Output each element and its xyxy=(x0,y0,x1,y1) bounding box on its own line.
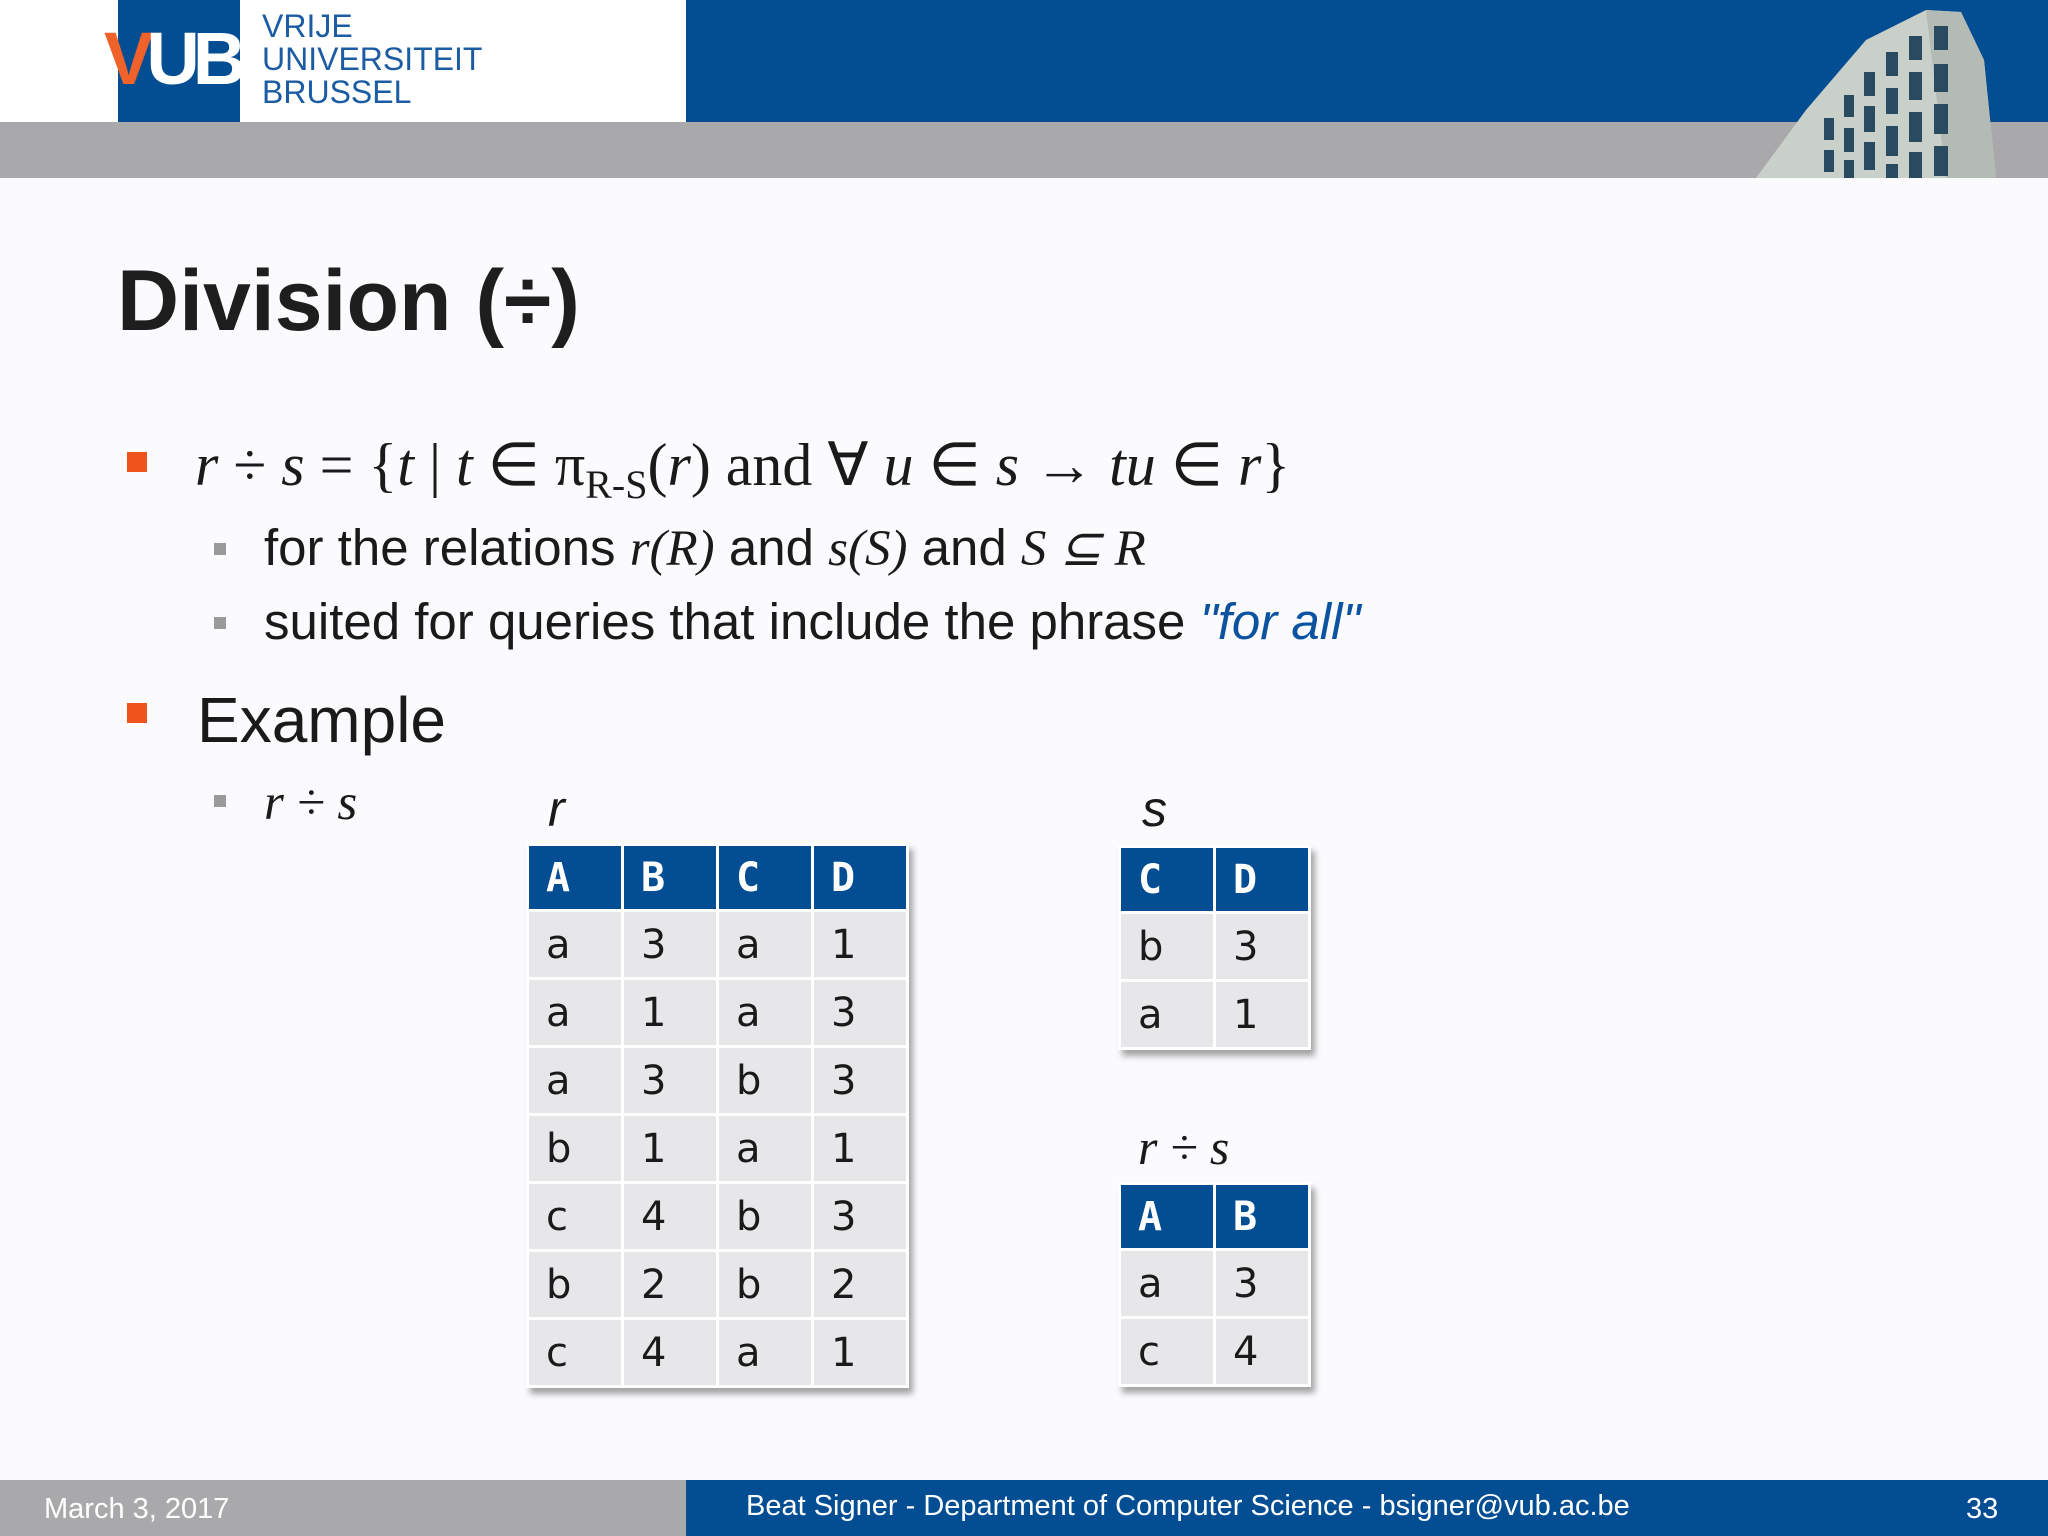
table-cell: a xyxy=(529,1048,621,1113)
table-s xyxy=(1118,845,1311,1050)
table-cell: c xyxy=(1121,1319,1213,1384)
table-cell: b xyxy=(719,1184,811,1249)
university-line-3: BRUSSEL xyxy=(262,74,412,110)
table-cell: 1 xyxy=(624,980,716,1045)
table-cell: 2 xyxy=(624,1252,716,1317)
division-definition: r ÷ s = {t | t ∈ $\pi_{R-S}(r)$ and ∀ u ∈ s → tu ∈ r} xyxy=(195,432,1291,507)
table-cell: c xyxy=(529,1320,621,1385)
table-row xyxy=(1121,982,1308,1047)
result-table xyxy=(1118,1182,1311,1387)
table-row xyxy=(529,980,906,1045)
table-cell: b xyxy=(1121,914,1213,979)
relations-text: for the relations r(R) and s(S) and S ⊆ R xyxy=(264,519,1146,577)
table-cell: 3 xyxy=(1216,914,1308,979)
table-row xyxy=(1121,914,1308,979)
table-cell: 3 xyxy=(624,912,716,977)
table-cell: 4 xyxy=(1216,1319,1308,1384)
table-cell: 1 xyxy=(814,1320,906,1385)
column-header: C xyxy=(719,846,811,909)
example-heading: Example xyxy=(197,684,446,756)
table-cell: a xyxy=(1121,982,1213,1047)
table-row xyxy=(529,1116,906,1181)
university-name xyxy=(262,10,482,109)
table-r-label: r xyxy=(548,781,565,837)
table-s-label: s xyxy=(1142,781,1167,837)
table-header-row xyxy=(1121,1185,1308,1248)
table-cell: 2 xyxy=(814,1252,906,1317)
table-row xyxy=(529,1252,906,1317)
for-all-phrase: "for all" xyxy=(1199,593,1361,650)
table-cell: a xyxy=(719,912,811,977)
table-cell: 1 xyxy=(624,1116,716,1181)
university-line-1: VRIJE xyxy=(262,8,353,44)
sub-bullet-marker xyxy=(214,543,226,555)
sub-bullet-marker xyxy=(214,795,226,807)
table-header-row xyxy=(1121,848,1308,911)
column-header: A xyxy=(529,846,621,909)
column-header: D xyxy=(814,846,906,909)
table-cell: b xyxy=(529,1252,621,1317)
sub-bullet-marker xyxy=(214,617,226,629)
column-header: B xyxy=(624,846,716,909)
table-cell: a xyxy=(529,912,621,977)
table-cell: 4 xyxy=(624,1184,716,1249)
table-row xyxy=(529,1320,906,1385)
bullet-marker xyxy=(127,703,147,723)
table-cell: a xyxy=(719,1320,811,1385)
vub-logo: VUB xyxy=(104,17,240,100)
table-cell: 3 xyxy=(1216,1251,1308,1316)
column-header: A xyxy=(1121,1185,1213,1248)
table-cell: 3 xyxy=(814,1048,906,1113)
table-cell: b xyxy=(719,1252,811,1317)
table-row xyxy=(1121,1319,1308,1384)
table-cell: 3 xyxy=(814,1184,906,1249)
column-header: B xyxy=(1216,1185,1308,1248)
table-cell: 1 xyxy=(814,912,906,977)
table-cell: b xyxy=(529,1116,621,1181)
table-cell: a xyxy=(529,980,621,1045)
table-cell: c xyxy=(529,1184,621,1249)
table-cell: a xyxy=(719,980,811,1045)
column-header: D xyxy=(1216,848,1308,911)
table-cell: 3 xyxy=(624,1048,716,1113)
university-line-2: UNIVERSITEIT xyxy=(262,41,483,77)
table-cell: 3 xyxy=(814,980,906,1045)
division-expression: r ÷ s xyxy=(264,775,358,831)
table-cell: b xyxy=(719,1048,811,1113)
building-image xyxy=(1746,0,1996,178)
header-gray-band xyxy=(0,122,2048,178)
table-cell: 1 xyxy=(814,1116,906,1181)
table-cell: 4 xyxy=(624,1320,716,1385)
footer-date: March 3, 2017 xyxy=(44,1493,230,1525)
table-cell: 1 xyxy=(1216,982,1308,1047)
slide-title: Division (÷) xyxy=(117,253,580,349)
bullet-marker xyxy=(127,452,147,472)
table-row xyxy=(529,1184,906,1249)
table-cell: a xyxy=(1121,1251,1213,1316)
table-row xyxy=(529,1048,906,1113)
table-header-row xyxy=(529,846,906,909)
column-header: C xyxy=(1121,848,1213,911)
result-table-label: r ÷ s xyxy=(1138,1119,1230,1175)
table-row xyxy=(529,912,906,977)
table-r xyxy=(526,843,909,1388)
page-number: 33 xyxy=(1966,1493,1999,1525)
for-all-text: suited for queries that include the phrase "for all" xyxy=(264,593,1361,650)
table-row xyxy=(1121,1251,1308,1316)
table-cell: a xyxy=(719,1116,811,1181)
footer-author: Beat Signer - Department of Computer Science - bsigner@vub.ac.be xyxy=(746,1490,1630,1522)
